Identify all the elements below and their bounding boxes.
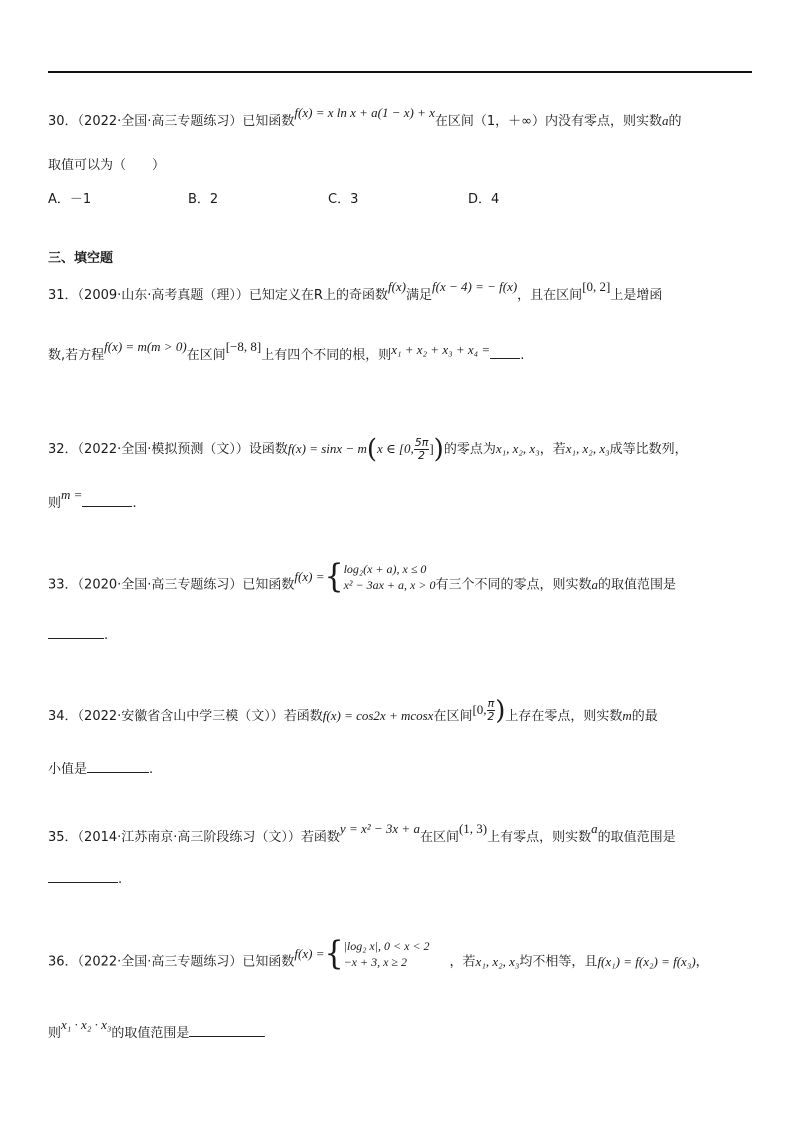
q33-case1: log₂(x + a), x ≤ 0	[343, 562, 427, 576]
q31-line2c: 上有四个不同的根，则	[261, 348, 392, 363]
q34-frac-den: 2	[487, 710, 495, 723]
q35-line2	[48, 870, 122, 889]
q30-option-b: B．2	[188, 192, 219, 207]
q30-option-d: D．4	[468, 192, 500, 207]
q31-line2	[48, 339, 525, 365]
q31-text1: 已知定义在R上的奇函数	[248, 288, 388, 303]
q33-text3: 的取值范围是	[597, 577, 676, 593]
header-rule	[48, 71, 752, 73]
q36-brace: {	[324, 934, 344, 973]
q30-line1	[48, 105, 682, 131]
q33-brace: {	[324, 557, 344, 596]
q35-line1	[48, 821, 676, 847]
q34-interval-a: [0,	[472, 702, 487, 717]
q31-line2b: 在区间	[186, 348, 226, 363]
q30-text3: 的	[668, 114, 682, 129]
q34-text3: 上存在零点，则实数	[505, 709, 623, 724]
q33-source: （2020·全国·高三专题练习）	[77, 577, 243, 593]
q35-number: 35．	[48, 830, 78, 845]
q30-var: a	[662, 113, 669, 128]
q30-line2: 取值可以为（ ）	[48, 158, 166, 173]
q36-case2: −x + 3, x ≥ 2	[343, 955, 408, 969]
q32-end: .	[132, 496, 137, 511]
q31-f2: f(x − 4) = − f(x)	[432, 279, 518, 294]
q32-f3: x₁, x₂, x₃	[565, 441, 610, 456]
q34-line1	[48, 695, 658, 729]
q32-frac-den: 2	[418, 449, 426, 462]
q32-answer-blank	[82, 494, 132, 507]
q34-text2: 在区间	[433, 709, 473, 724]
q32-text1: 设函数	[248, 442, 288, 457]
q34-var: m	[622, 708, 632, 723]
q36-f2: x₁, x₂, x₃	[475, 953, 520, 969]
q32-number: 32．	[48, 442, 78, 457]
q31-line2a: 数,若方程	[48, 348, 105, 363]
q32-source: （2022·全国·模拟预测（文））	[77, 442, 249, 457]
q36-number: 36．	[48, 954, 78, 970]
q31-text2: 满足	[406, 288, 433, 303]
q35-answer-blank	[48, 870, 118, 883]
q35-var: a	[591, 821, 598, 836]
q36-piecewise	[344, 938, 430, 970]
q30-option-c: C．3	[328, 192, 359, 207]
q34-source: （2022·安徽省含山中学三模（文））	[77, 709, 284, 724]
q34-answer-blank	[87, 760, 149, 773]
q34-line2	[48, 760, 153, 779]
q32-bracket-close: ]	[429, 441, 434, 456]
q34-text4: 的最	[631, 709, 658, 724]
q31-text3: ，且在区间	[517, 288, 583, 303]
q31-text4: 上是增函	[610, 288, 663, 303]
q35-f2: (1, 3)	[458, 821, 488, 836]
q32-fraction	[414, 437, 430, 462]
q32-paren-close: )	[433, 434, 444, 465]
q32-f4: m =	[61, 487, 83, 502]
q33-line1	[48, 557, 676, 601]
q36-text1: 已知函数	[242, 954, 295, 970]
q32-paren-open: (	[366, 434, 377, 465]
q30-source: （2022·全国·高三专题练习）	[77, 114, 243, 129]
q33-case2: x² − 3ax + a, x > 0	[343, 578, 436, 592]
q36-line2	[48, 1017, 265, 1043]
q32-f1: f(x) = sinx − m	[287, 441, 367, 456]
q32-line2	[48, 487, 137, 513]
q32-frac-num: 5π	[414, 436, 429, 449]
q33-line2	[48, 626, 108, 645]
q31-number: 31．	[48, 288, 78, 303]
q34-interval-b: )	[495, 695, 506, 726]
q31-f6: x₁ + x₂ + x₃ + x₄ =	[391, 342, 491, 357]
q35-text2: 在区间	[419, 830, 459, 845]
q33-f-lhs: f(x) =	[294, 568, 325, 584]
q31-answer-blank	[490, 346, 520, 359]
q33-number: 33．	[48, 577, 78, 593]
q34-frac-num: π	[487, 697, 495, 710]
q32-line1	[48, 434, 688, 465]
q32-text2: 的零点为	[443, 442, 496, 457]
q30-option-a: A．－1	[48, 192, 92, 207]
q32-f2: x₁, x₂, x₃	[495, 441, 540, 456]
q35-f1: y = x² − 3x + a	[339, 821, 420, 836]
q30-number: 30．	[48, 114, 78, 129]
q34-end: .	[149, 762, 154, 777]
q36-f4: x₁ · x₂ · x₃	[61, 1017, 112, 1032]
q31-f1: f(x)	[387, 279, 406, 294]
q35-text4: 的取值范围是	[597, 830, 676, 845]
q36-line1	[48, 934, 709, 978]
q33-piecewise	[344, 561, 436, 593]
q32-text3: ，若	[539, 442, 566, 457]
q31-f4: f(x) = m(m > 0)	[104, 339, 187, 354]
q33-answer-blank	[48, 626, 104, 639]
q35-text3: 上有零点，则实数	[487, 830, 592, 845]
q32-text4: 成等比数列，	[609, 442, 688, 457]
q33-text1: 已知函数	[242, 577, 295, 593]
q30-formula: f(x) = x ln x + a(1 − x) + x	[294, 105, 435, 120]
q36-line2a: 则	[48, 1026, 62, 1041]
q36-case1: |log₂ x|, 0 < x < 2	[343, 939, 430, 953]
q35-source: （2014·江苏南京·高三阶段练习（文））	[77, 830, 301, 845]
q33-var: a	[591, 576, 598, 592]
q36-source: （2022·全国·高三专题练习）	[77, 954, 243, 970]
q30-text1: 已知函数	[242, 114, 295, 129]
q36-line2b: 的取值范围是	[111, 1026, 190, 1041]
q31-f5: [−8, 8]	[225, 339, 262, 354]
q34-text1: 若函数	[283, 709, 323, 724]
q31-end: .	[520, 348, 525, 363]
q36-f-lhs: f(x) =	[294, 945, 325, 961]
q35-text1: 若函数	[300, 830, 340, 845]
q32-line2a: 则	[48, 496, 62, 511]
q33-end: .	[104, 628, 109, 643]
q35-end: .	[118, 872, 123, 887]
q36-text4: ，	[695, 954, 709, 970]
q33-text2: 有三个不同的零点，则实数	[435, 577, 592, 593]
q30-text2: 在区间（1，＋∞）内没有零点，则实数	[434, 114, 663, 129]
q34-f1: f(x) = cos2x + mcosx	[322, 708, 434, 723]
q36-answer-blank	[189, 1024, 265, 1037]
q34-number: 34．	[48, 709, 78, 724]
q36-f3: f(x₁) = f(x₂) = f(x₃)	[597, 953, 696, 969]
q36-text3: 均不相等，且	[519, 954, 598, 970]
q31-source: （2009·山东·高考真题（理））	[77, 288, 249, 303]
section-title: 三、填空题	[48, 251, 114, 266]
q32-f1b: x ∈ [0,	[377, 441, 414, 456]
q36-text2: ，若	[449, 954, 476, 970]
q31-line1	[48, 279, 663, 305]
q31-f3: [0, 2]	[582, 279, 611, 294]
q34-line2a: 小值是	[48, 762, 88, 777]
q34-fraction	[487, 698, 496, 723]
